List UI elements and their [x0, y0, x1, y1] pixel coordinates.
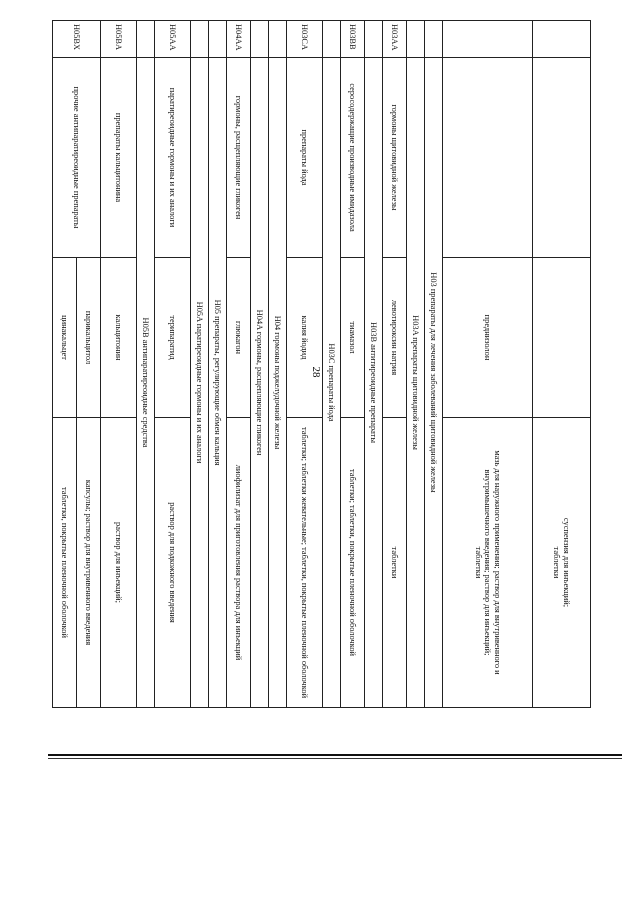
table-row [533, 21, 591, 708]
table-row [137, 21, 155, 708]
code-cell [269, 21, 287, 58]
forms-cell: мазь для наружного применения; раствор для внутривенного и внутримышечного введения; раствор для инъекций; таблетки [443, 418, 533, 708]
group-cell: серосодержащие производные имидазола [341, 58, 365, 258]
group-cell: препараты йода [287, 58, 323, 258]
subsection-heading: H05B антипаратиреоидные средства [137, 58, 155, 708]
table-row [101, 21, 137, 708]
atc-code: H03AA [383, 21, 407, 58]
forms-cell: таблетки; таблетки, покрытые пленочной оболочкой [341, 418, 365, 708]
footer-rule-thin [48, 758, 622, 759]
inn-cell: цинакальцет [53, 258, 77, 418]
forms-cell: таблетки, покрытые пленочной оболочкой [53, 418, 77, 708]
code-cell [209, 21, 227, 58]
code-cell [137, 21, 155, 58]
group-cell: препараты кальцитонина [101, 58, 137, 258]
atc-code: H05BA [101, 21, 137, 58]
page-number: 28 [310, 366, 322, 378]
subsection-heading: H03A препараты щитовидной железы [407, 58, 425, 708]
code-cell [407, 21, 425, 58]
inn-cell: калия йодид [287, 258, 323, 418]
table-row [287, 21, 323, 708]
forms-cell: раствор для инъекций; [101, 418, 137, 708]
group-cell [443, 58, 533, 258]
subsection-heading: H05A паратиреоидные гормоны и их аналоги [191, 58, 209, 708]
subsection-heading: H03C препараты йода [323, 58, 341, 708]
atc-code: H05AA [155, 21, 191, 58]
section-heading: H05 препараты, регулирующие обмен кальция [209, 58, 227, 708]
atc-code: H05BX [53, 21, 101, 58]
table-row [251, 21, 269, 708]
code-cell [443, 21, 533, 58]
table-row [443, 21, 533, 708]
table-row [227, 21, 251, 708]
group-cell: прочие антипаратиреоидные препараты [53, 58, 101, 258]
forms-cell: суспензия для инъекций; таблетки [533, 418, 591, 708]
atc-code: H03BB [341, 21, 365, 58]
code-cell [191, 21, 209, 58]
code-cell [251, 21, 269, 58]
subsection-heading: H04A гормоны, расщепляющие гликоген [251, 58, 269, 708]
group-cell: гормоны, расщепляющие гликоген [227, 58, 251, 258]
table-row [407, 21, 425, 708]
inn-cell: терипаратид [155, 258, 191, 418]
code-cell [533, 21, 591, 58]
group-cell: гормоны щитовидной железы [383, 58, 407, 258]
forms-cell: таблетки [383, 418, 407, 708]
forms-cell: капсулы; раствор для внутривенного введения [77, 418, 101, 708]
table-row [269, 21, 287, 708]
forms-cell: раствор для подкожного введения [155, 418, 191, 708]
table-row [425, 21, 443, 708]
inn-cell: кальцитонин [101, 258, 137, 418]
table-row [365, 21, 383, 708]
table-row [191, 21, 209, 708]
forms-cell: лиофилизат для приготовления раствора для инъекций [227, 418, 251, 708]
drug-table-rotated [60, 20, 591, 707]
drug-table [52, 20, 591, 708]
inn-cell: парикальцитол [77, 258, 101, 418]
atc-code: H04AA [227, 21, 251, 58]
atc-code: H03CA [287, 21, 323, 58]
code-cell [365, 21, 383, 58]
section-heading: H03 препараты для лечения заболеваний щитовидной железы [425, 58, 443, 708]
subsection-heading: H03B антитиреоидные препараты [365, 58, 383, 708]
group-cell: паратиреоидные гормоны и их аналоги [155, 58, 191, 258]
inn-cell: глюкагон [227, 258, 251, 418]
code-cell [323, 21, 341, 58]
table-row [77, 21, 101, 708]
table-row [209, 21, 227, 708]
inn-cell: преднизолон [443, 258, 533, 418]
inn-cell [533, 258, 591, 418]
forms-cell: таблетки; таблетки жевательные; таблетки, покрытые пленочной оболочкой [287, 418, 323, 708]
code-cell [425, 21, 443, 58]
group-cell [533, 58, 591, 258]
table-row [383, 21, 407, 708]
inn-cell: тиамазол [341, 258, 365, 418]
section-heading: H04 гормоны поджелудочной железы [269, 58, 287, 708]
table-row [341, 21, 365, 708]
table-row [155, 21, 191, 708]
table-row [323, 21, 341, 708]
inn-cell: левотироксин натрия [383, 258, 407, 418]
footer-rule [48, 754, 622, 756]
